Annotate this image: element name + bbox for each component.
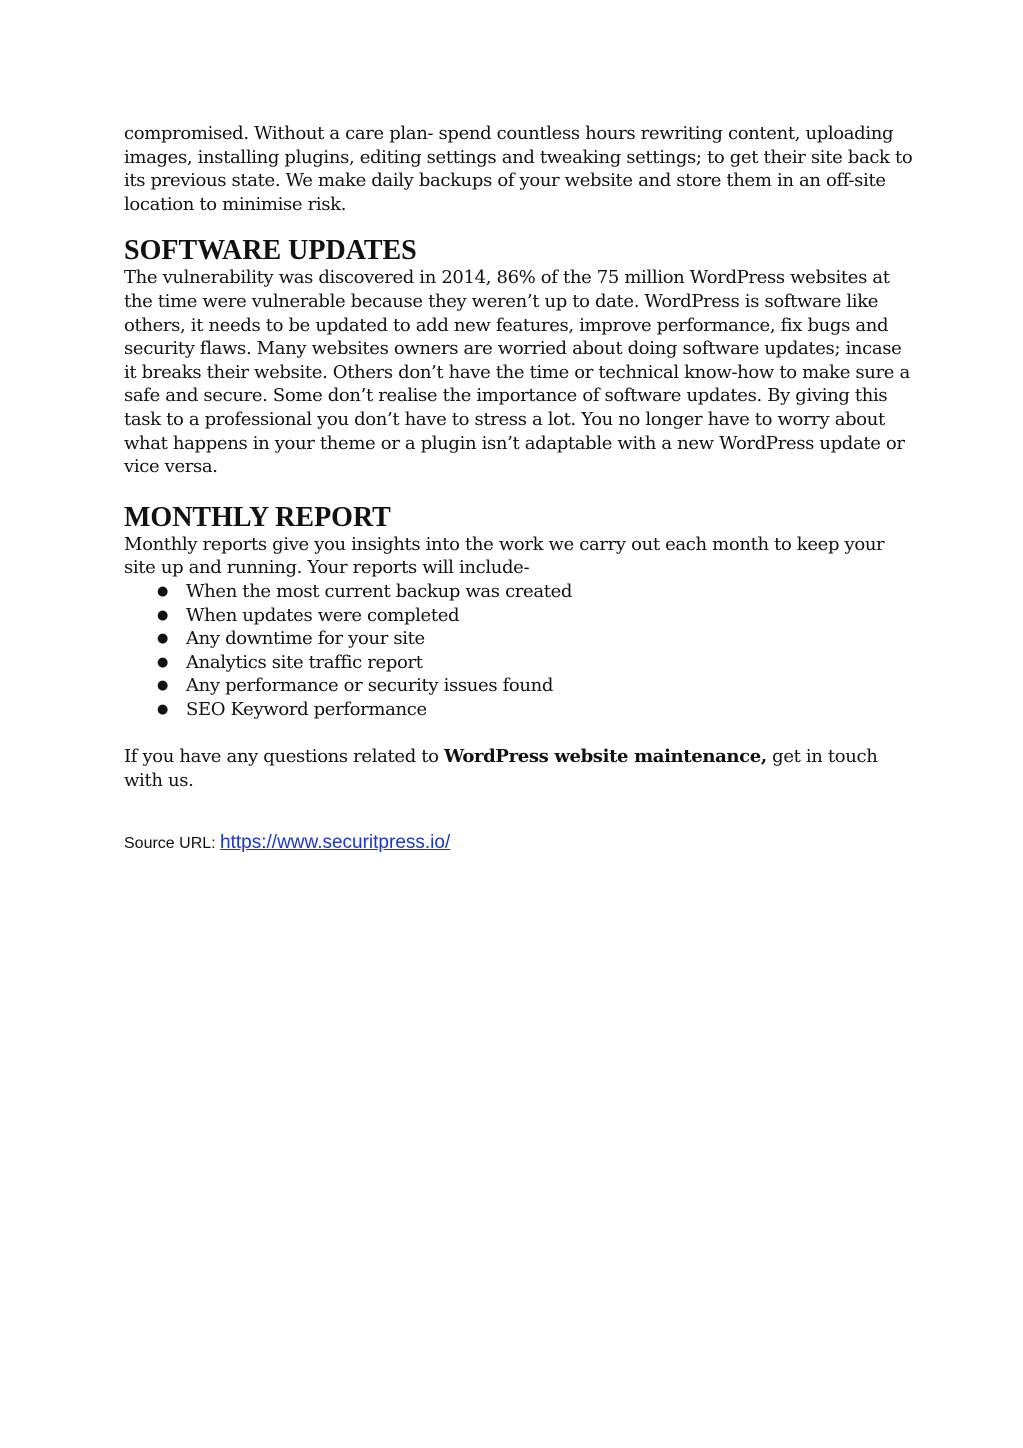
list-item-text: Any downtime for your site — [186, 628, 425, 650]
list-item — [124, 674, 914, 698]
list-item-text: Any performance or security issues found — [186, 675, 554, 697]
intro-paragraph: compromised. Without a care plan- spend countless hours rewriting content, uploading images, installing plugins, editing settings and tweaking settings; to get their site back to its previous state. We make daily backups of your website and store them in an off-site location to minimise risk. — [124, 123, 913, 215]
bullet-icon: ● — [157, 607, 168, 623]
software-updates-heading: SOFTWARE UPDATES — [124, 235, 417, 267]
list-item-text: Analytics site traffic report — [186, 651, 423, 673]
list-item — [124, 651, 914, 675]
list-item — [124, 698, 914, 722]
source-link[interactable]: https://www.securitpress.io/ — [220, 832, 451, 854]
list-item-text: When updates were completed — [186, 604, 460, 626]
bullet-icon: ● — [157, 583, 168, 599]
list-item — [124, 627, 914, 651]
list-item-text: SEO Keyword performance — [186, 698, 427, 720]
closing-paragraph — [124, 745, 914, 792]
closing-text-after: get in touch with us. — [124, 746, 878, 791]
bullet-icon: ● — [157, 631, 168, 647]
list-item — [124, 580, 914, 604]
source-line — [124, 832, 914, 855]
closing-bold-text: WordPress website maintenance, — [444, 746, 767, 768]
report-items-list — [124, 580, 914, 722]
bullet-icon: ● — [157, 678, 168, 694]
bullet-icon: ● — [157, 701, 168, 717]
list-item-text: When the most current backup was created — [186, 580, 573, 602]
list-item — [124, 604, 914, 628]
bullet-icon: ● — [157, 654, 168, 670]
document-page — [124, 122, 914, 871]
closing-text-before: If you have any questions related to — [124, 746, 444, 768]
monthly-report-heading: MONTHLY REPORT — [124, 501, 391, 533]
source-label: Source URL: — [124, 835, 221, 853]
monthly-report-paragraph: Monthly reports give you insights into the work we carry out each month to keep your site up and running. Your reports will include- — [124, 533, 885, 579]
software-updates-paragraph: The vulnerability was discovered in 2014, 86% of the 75 million WordPress websites at the time were vulnerable because they weren’t up to date. WordPress is software like others, it needs to be updated to add new features, improve performance, fix bugs and security flaws. Many websites owners are worried about doing software updates; incase it breaks their website. Others don’t have the time or technical know-how to make sure a safe and secure. Some don’t realise the importance of software updates. By giving this task to a professional you don’t have to stress a lot. You no longer have to worry about what happens in your theme or a plugin isn’t adaptable with a new WordPress update or vice versa. — [124, 267, 910, 478]
